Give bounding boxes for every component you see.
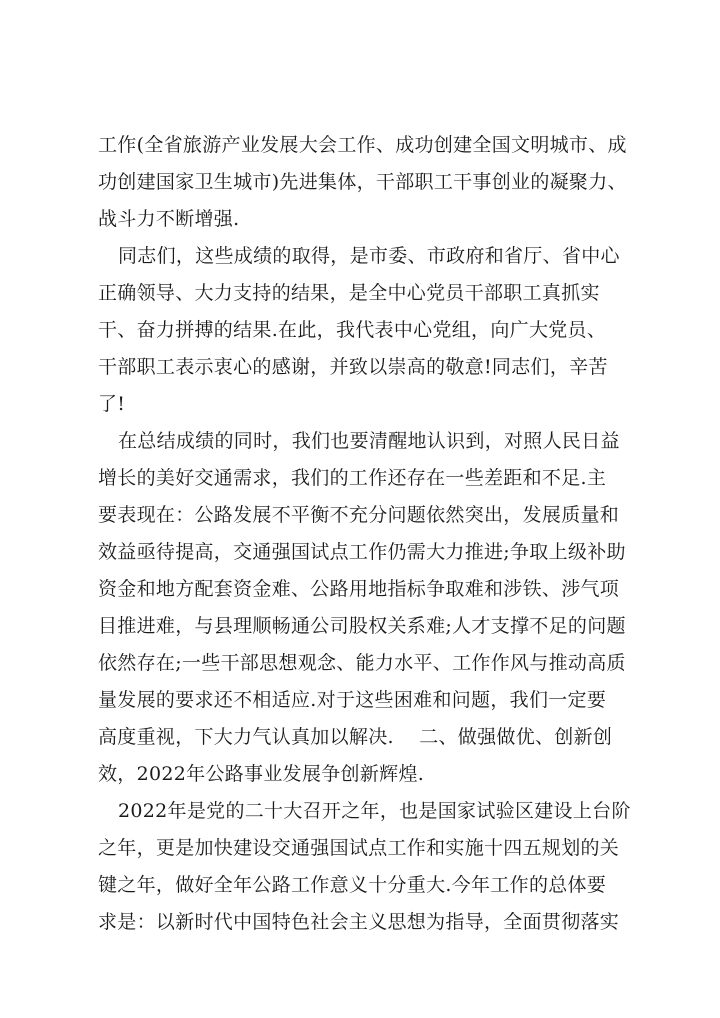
text-line: 功创建国家卫生城市)先进集体，干部职工干事创业的凝聚力、 bbox=[98, 171, 627, 193]
text-line: 要表现在：公路发展不平衡不充分问题依然突出，发展质量和 bbox=[98, 504, 620, 526]
text-line: 键之年，做好全年公路工作意义十分重大.今年工作的总体要 bbox=[98, 874, 607, 896]
text-line: 了! bbox=[98, 393, 126, 415]
text-line: 干部职工表示衷心的感谢，并致以崇高的敬意!同志们，辛苦 bbox=[98, 356, 608, 378]
text-line: 同志们，这些成绩的取得，是市委、市政府和省厅、省中心 bbox=[118, 245, 620, 267]
text-line: 效，2022年公路事业发展争创新辉煌. bbox=[98, 763, 425, 785]
text-line: 工作(全省旅游产业发展大会工作、成功创建全国文明城市、成 bbox=[98, 134, 627, 156]
text-line: 资金和地方配套资金难、公路用地指标争取难和涉铁、涉气项 bbox=[98, 578, 620, 600]
text-line: 之年，更是加快建设交通强国试点工作和实施十四五规划的关 bbox=[98, 837, 620, 859]
text-line: 目推进难，与县理顺畅通公司股权关系难;人才支撑不足的问题 bbox=[98, 615, 626, 637]
text-line: 求是：以新时代中国特色社会主义思想为指导，全面贯彻落实 bbox=[98, 911, 620, 933]
text-line: 高度重视，下大力气认真加以解决. 二、做强做优、创新创 bbox=[98, 726, 613, 748]
text-line: 量发展的要求还不相适应.对于这些困难和问题，我们一定要 bbox=[98, 689, 607, 711]
text-line: 依然存在;一些干部思想观念、能力水平、工作作风与推动高质 bbox=[98, 652, 626, 674]
text-line: 在总结成绩的同时，我们也要清醒地认识到，对照人民日益 bbox=[118, 430, 620, 452]
text-line: 2022年是党的二十大召开之年，也是国家试验区建设上台阶 bbox=[118, 800, 631, 822]
text-line: 增长的美好交通需求，我们的工作还存在一些差距和不足.主 bbox=[98, 467, 607, 489]
text-line: 干、奋力拼搏的结果.在此，我代表中心党组，向广大党员、 bbox=[98, 319, 607, 341]
text-line: 正确领导、大力支持的结果，是全中心党员干部职工真抓实 bbox=[98, 282, 600, 304]
text-line: 战斗力不断增强. bbox=[98, 208, 240, 230]
text-line: 效益亟待提高，交通强国试点工作仍需大力推进;争取上级补助 bbox=[98, 541, 626, 563]
